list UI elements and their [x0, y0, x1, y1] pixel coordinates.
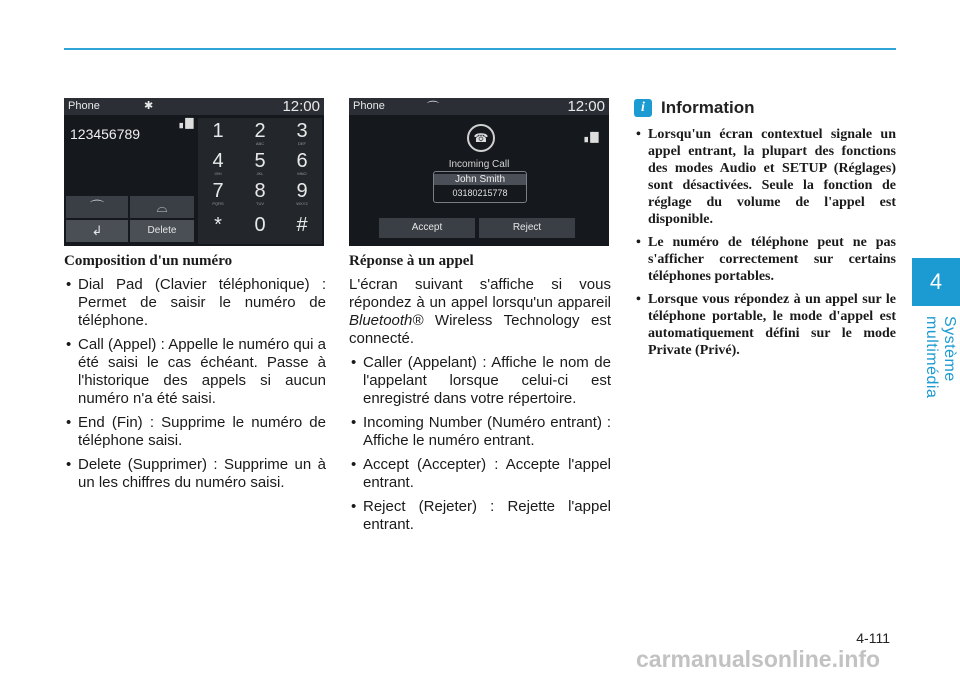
accept-button: Accept	[379, 218, 475, 238]
chapter-label: Système multimédia	[923, 316, 958, 399]
bluetooth-icon: ✱	[144, 100, 154, 112]
column-answer	[349, 98, 611, 540]
section-heading: Réponse à un appel	[349, 253, 474, 269]
dialed-number: 123456789	[70, 126, 141, 142]
clock: 12:00	[282, 98, 320, 115]
column-dial	[64, 98, 326, 498]
info-title: Information	[661, 98, 755, 117]
key-8: 8 TUV	[254, 180, 266, 206]
clock: 12:00	[567, 98, 605, 115]
screen-label: Phone	[68, 100, 100, 112]
signal-icon: ▗▐█	[176, 118, 193, 128]
key-3: 3 DEF	[296, 120, 308, 146]
list-item: • End (Fin) : Supprime le numéro de téléphone saisi.	[64, 414, 326, 450]
key-4: 4 GHI	[212, 150, 224, 176]
incoming-call-label: Incoming Call	[448, 159, 510, 170]
key-2: 2 ABC	[254, 120, 266, 146]
list-item: • Lorsqu'un écran contextuel signale un appel entrant, la plupart des fonctions des modes Audio et SETUP (Réglages) sont désactivées. Seule la fonction de réglage du volume de l'appel est disponible.	[634, 126, 896, 228]
incoming-screen-image	[349, 98, 609, 246]
dial-pad	[198, 118, 322, 244]
bullet-list	[349, 354, 611, 534]
chapter-tab	[912, 258, 960, 458]
page-number: 4-111	[856, 630, 890, 646]
intro-paragraph: L'écran suivant s'affiche si vous répondez à un appel lorsqu'un appareil Bluetooth® Wireless Technology est connecté.	[349, 276, 611, 347]
list-item: • Incoming Number (Numéro entrant) : Affiche le numéro entrant.	[349, 414, 611, 450]
caller-name: John Smith	[434, 174, 526, 185]
signal-icon: ▗▐█	[581, 132, 598, 142]
column-information	[634, 98, 896, 365]
caller-box	[433, 171, 527, 203]
list-item: • Dial Pad (Clavier téléphonique) : Permet de saisir le numéro de téléphone.	[64, 276, 326, 330]
incoming-number: 03180215778	[452, 188, 508, 198]
top-rule	[64, 48, 896, 50]
list-item: • Accept (Accepter) : Accepte l'appel entrant.	[349, 456, 611, 492]
end-call-icon: ⌓	[130, 196, 194, 218]
reject-button: Reject	[479, 218, 575, 238]
chapter-number: 4	[912, 258, 960, 306]
list-item: • Le numéro de téléphone peut ne pas s'afficher correctement sur certains téléphones portables.	[634, 234, 896, 285]
status-bar	[349, 98, 609, 115]
key-7: 7 PQRS	[212, 180, 224, 206]
section-heading: Composition d'un numéro	[64, 253, 233, 269]
status-bar	[64, 98, 324, 115]
key-0: 0	[254, 214, 266, 236]
key-9: 9 WXYZ	[296, 180, 308, 206]
dial-screen-image	[64, 98, 324, 246]
info-list	[634, 126, 896, 359]
list-item: • Lorsque vous répondez à un appel sur le téléphone portable, le mode d'appel est automatiquement défini sur le mode Private (Privé).	[634, 291, 896, 359]
key-5: 5 JKL	[254, 150, 266, 176]
key-6: 6 MNO	[296, 150, 308, 176]
bullet-list	[64, 276, 326, 492]
info-header	[634, 98, 896, 118]
back-icon: ↲	[66, 220, 128, 242]
list-item: • Reject (Rejeter) : Rejette l'appel entrant.	[349, 498, 611, 534]
watermark: carmanualsonline.info	[636, 646, 881, 672]
call-icon: ⌒	[66, 196, 128, 218]
delete-button: Delete	[130, 220, 194, 242]
list-item: • Call (Appel) : Appelle le numéro qui a été saisi le cas échéant. Passe à l'historique des appels si aucun numéro n'a été saisi.	[64, 336, 326, 408]
key-hash: #	[296, 214, 308, 236]
handset-icon: ⌒	[427, 100, 440, 114]
list-item: • Delete (Supprimer) : Supprime un à un les chiffres du numéro saisi.	[64, 456, 326, 492]
list-item: • Caller (Appelant) : Affiche le nom de l'appelant lorsque celui-ci est enregistré dans votre répertoire.	[349, 354, 611, 408]
phone-ring-icon: ☎	[467, 124, 495, 152]
key-star: *	[214, 214, 222, 236]
key-1: 1	[212, 120, 224, 142]
info-icon: i	[634, 99, 652, 117]
screen-label: Phone	[353, 100, 385, 112]
